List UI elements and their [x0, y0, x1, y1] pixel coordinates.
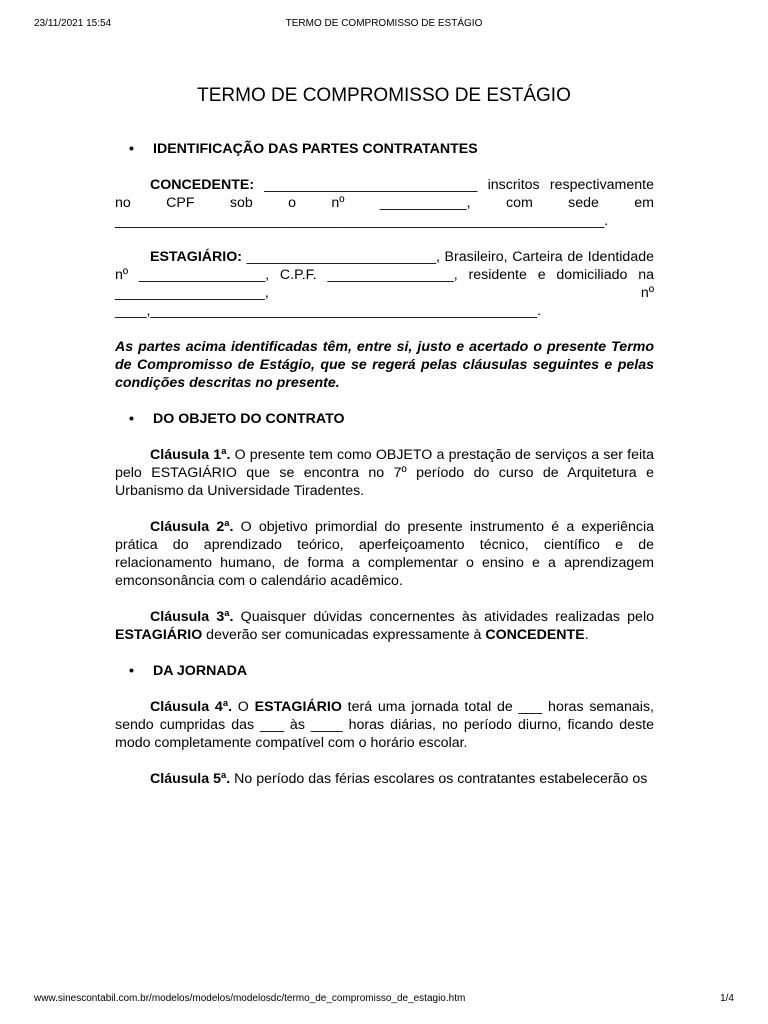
clause-2-label: Cláusula 2ª.: [150, 519, 234, 535]
document-title: TERMO DE COMPROMISSO DE ESTÁGIO: [197, 85, 571, 106]
paragraph-estagiario: [115, 248, 654, 320]
section-heading-identificacao: • IDENTIFICAÇÃO DAS PARTES CONTRATANTES: [115, 140, 654, 158]
print-header-title: TERMO DE COMPROMISSO DE ESTÁGIO: [285, 18, 483, 29]
estagiario-label: ESTAGIÁRIO:: [150, 249, 242, 265]
clause-1-label: Cláusula 1ª.: [150, 447, 231, 463]
section-heading-objeto: • DO OBJETO DO CONTRATO: [115, 410, 654, 428]
print-footer-url: www.sinescontabil.com.br/modelos/modelos/modelosdc/termo_de_compromisso_de_estagio.htm: [34, 993, 466, 1004]
estagiario-text: ________________________, Brasileiro, Carteira de Identidade nº ________________, C.P.F. ________________, residente e domiciliado na ___________________, nº ____,_________________________________________________.: [115, 249, 654, 319]
clause-3-text-a: Quaisquer dúvidas concernentes às atividades realizadas pelo: [233, 609, 654, 625]
clause-3-label: Cláusula 3ª.: [150, 609, 234, 625]
paragraph-partes: As partes acima identificadas têm, entre si, justo e acertado o presente Termo de Compromisso de Estágio, que se regerá pelas cláusulas seguintes e pelas condições descritas no presente.: [115, 339, 654, 391]
clause-3-concedente: CONCEDENTE: [485, 627, 585, 643]
clause-3-text-c: .: [584, 627, 589, 643]
clause-4-text-b: terá uma jornada total de ___ horas semanais, sendo cumpridas das ___ às ____ horas diárias, no período diurno, ficando deste modo completamente compatível com o horário escolar.: [115, 699, 654, 751]
clause-4: [115, 698, 654, 752]
document-body: [115, 140, 654, 806]
print-page-number: 1/4: [720, 993, 734, 1004]
concedente-text: ___________________________ inscritos respectivamente no CPF sob o nº ___________, com sede em ______________________________________________________________.: [115, 177, 654, 229]
clause-4-label: Cláusula 4ª.: [150, 699, 233, 715]
clause-3-text-b: deverão ser comunicadas expressamente à: [202, 627, 486, 643]
clause-1-text: O presente tem como OBJETO a prestação de serviços a ser feita pelo ESTAGIÁRIO que se encontra no 7º período do curso de Arquitetura e Urbanismo da Universidade Tiradentes.: [115, 447, 654, 499]
clause-5: [115, 770, 654, 788]
clause-4-text-a: O: [232, 699, 255, 715]
clause-3: [115, 608, 654, 644]
clause-4-estagiario: ESTAGIÁRIO: [254, 699, 342, 715]
clause-5-label: Cláusula 5ª.: [150, 771, 231, 787]
paragraph-concedente: [115, 176, 654, 230]
concedente-label: CONCEDENTE:: [150, 177, 255, 193]
section-heading-jornada: • DA JORNADA: [115, 662, 654, 680]
clause-2-text: O objetivo primordial do presente instrumento é a experiência prática do aprendizado teórico, aperfeiçoamento técnico, científico e de relacionamento humano, de forma a complementar o ensino e a aprendizagem emconsonância com o calendário acadêmico.: [115, 519, 654, 589]
clause-3-estagiario: ESTAGIÁRIO: [115, 627, 203, 643]
clause-1: [115, 446, 654, 500]
print-datetime: 23/11/2021 15:54: [34, 18, 112, 29]
clause-2: [115, 518, 654, 590]
clause-5-text: No período das férias escolares os contratantes estabelecerão os: [230, 771, 648, 787]
